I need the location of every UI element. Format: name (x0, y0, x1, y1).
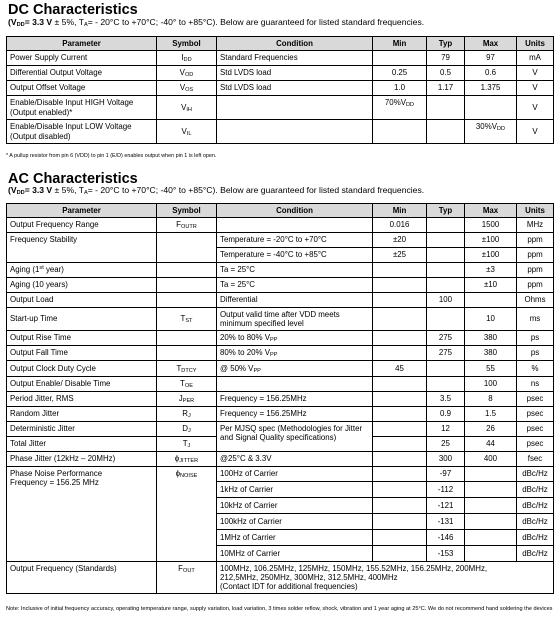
ac-header-row (7, 204, 554, 218)
min-cell (373, 331, 427, 346)
condition-cell (217, 218, 373, 233)
table-row (7, 452, 554, 467)
typ-cell: 12 (427, 422, 465, 437)
ac-test-conditions: ($V_{DD}= 3.3$ V ± 5%, $T_A= - 20^\circ C$ to +70°C; -40° to +85°C). Below are guaranteed for listed standard frequencies. (8, 185, 425, 196)
condition-cell: Per MJSQ spec (Methodologies for Jitter and Signal Quality specifications) (217, 422, 373, 452)
col-header-typ: Typ (427, 37, 465, 51)
condition-cell: 1kHz of Carrier (217, 482, 373, 498)
max-cell: 380 (465, 346, 517, 361)
col-header-parameter: Parameter (7, 37, 157, 51)
min-cell (373, 308, 427, 331)
units-cell: ppm (517, 233, 554, 248)
min-cell (373, 407, 427, 422)
max-cell: 100 (465, 377, 517, 392)
max-cell (465, 530, 517, 546)
min-cell (373, 546, 427, 562)
min-cell (373, 263, 427, 278)
condition-cell: Frequency = 156.25MHz (217, 407, 373, 422)
min-cell (373, 482, 427, 498)
min-cell (373, 467, 427, 482)
max-cell: 8 (465, 392, 517, 407)
typ-cell (427, 218, 465, 233)
condition-cell: Output valid time after VDD meets minimum specified level (217, 308, 373, 331)
dc-footnote: * A pullup resistor from pin 6 (VDD) to pin 1 (E/D) enables output when pin 1 is left open. (6, 153, 217, 159)
typ-cell (427, 233, 465, 248)
symbol-cell: $\phi_{JITTER}$ (157, 452, 217, 467)
param-cell: Power Supply Current (7, 51, 157, 66)
col-header-parameter: Parameter (7, 204, 157, 218)
param-cell: Output Offset Voltage (7, 81, 157, 96)
dc-test-conditions: ($V_{DD}= 3.3$ V ± 5%, $T_A= - 20^\circ C$ to +70°C; -40° to +85°C). Below are guaranteed for listed standard frequencies. (8, 17, 425, 28)
col-header-typ: Typ (427, 204, 465, 218)
ac-section-title: AC Characteristics (8, 171, 138, 187)
units-cell: psec (517, 392, 554, 407)
max-cell: 1.5 (465, 407, 517, 422)
typ-cell: -112 (427, 482, 465, 498)
min-cell: 0.016 (373, 218, 427, 233)
max-cell (465, 498, 517, 514)
condition-cell: @ 50% $V_{PP}$ (217, 361, 373, 377)
units-cell: V (517, 66, 554, 81)
units-cell: ppm (517, 278, 554, 293)
typ-cell: 79 (427, 51, 465, 66)
min-cell: 1.0 (373, 81, 427, 96)
symbol-cell: $T_{OE}$ (157, 377, 217, 392)
col-header-min: Min (373, 37, 427, 51)
condition-cell (217, 377, 373, 392)
min-cell (373, 437, 427, 452)
max-cell: 55 (465, 361, 517, 377)
max-cell (465, 514, 517, 530)
max-cell: ±10 (465, 278, 517, 293)
symbol-cell (157, 263, 217, 278)
symbol-cell: $F_{OUTR}$ (157, 218, 217, 233)
col-header-units: Units (517, 204, 554, 218)
table-row (7, 346, 554, 361)
table-row (7, 218, 554, 233)
table-row (7, 308, 554, 331)
units-cell: dBc/Hz (517, 546, 554, 562)
col-header-symbol: Symbol (157, 204, 217, 218)
param-cell: Start-up Time (7, 308, 157, 331)
min-cell: ±25 (373, 248, 427, 263)
condition-cell: Standard Frequencies (217, 51, 373, 66)
table-row (7, 392, 554, 407)
table-row (7, 66, 554, 81)
min-cell: 0.25 (373, 66, 427, 81)
table-row (7, 293, 554, 308)
table-row (7, 361, 554, 377)
table-row (7, 562, 554, 594)
typ-cell (427, 377, 465, 392)
units-cell: ps (517, 331, 554, 346)
typ-cell: 275 (427, 346, 465, 361)
condition-cell: Temperature = -40°C to +85°C (217, 248, 373, 263)
units-cell: dBc/Hz (517, 482, 554, 498)
condition-cell: @25°C & 3.3V (217, 452, 373, 467)
symbol-cell (157, 278, 217, 293)
typ-cell: 0.5 (427, 66, 465, 81)
typ-cell: -153 (427, 546, 465, 562)
symbol-cell: $T_J$ (157, 437, 217, 452)
min-cell (373, 530, 427, 546)
units-cell: MHz (517, 218, 554, 233)
min-cell (373, 51, 427, 66)
param-cell: Output Load (7, 293, 157, 308)
condition-cell: Temperature = -20°C to +70°C (217, 233, 373, 248)
max-cell: 44 (465, 437, 517, 452)
units-cell: mA (517, 51, 554, 66)
units-cell: V (517, 96, 554, 120)
typ-cell: 275 (427, 331, 465, 346)
min-cell: 45 (373, 361, 427, 377)
col-header-symbol: Symbol (157, 37, 217, 51)
typ-cell: -146 (427, 530, 465, 546)
param-cell: Output Fall Time (7, 346, 157, 361)
param-cell: Frequency Stability (7, 233, 157, 263)
condition-cell: Frequency = 156.25MHz (217, 392, 373, 407)
symbol-cell: $V_{OD}$ (157, 66, 217, 81)
dc-characteristics-table (0, 36, 554, 144)
units-cell: dBc/Hz (517, 498, 554, 514)
max-cell: 10 (465, 308, 517, 331)
max-cell: ±100 (465, 248, 517, 263)
max-cell: $30\%V_{DD}$ (465, 120, 517, 144)
condition-cell (217, 96, 373, 120)
param-cell: Aging (10 years) (7, 278, 157, 293)
symbol-cell: $I_{DD}$ (157, 51, 217, 66)
param-cell: Differential Output Voltage (7, 66, 157, 81)
table-row (7, 263, 554, 278)
condition-cell: 100kHz of Carrier (217, 514, 373, 530)
typ-cell: 1.17 (427, 81, 465, 96)
max-cell: 0.6 (465, 66, 517, 81)
param-cell: Deterministic Jitter (7, 422, 157, 437)
symbol-cell: $R_J$ (157, 407, 217, 422)
min-cell (373, 392, 427, 407)
units-cell: ppm (517, 263, 554, 278)
typ-cell: 100 (427, 293, 465, 308)
min-cell: ±20 (373, 233, 427, 248)
symbol-cell (157, 346, 217, 361)
ac-characteristics-table (0, 203, 554, 594)
condition-cell: Std LVDS load (217, 81, 373, 96)
table-row (7, 422, 554, 437)
units-cell: ps (517, 346, 554, 361)
units-cell: ms (517, 308, 554, 331)
min-cell (373, 422, 427, 437)
param-cell: Aging (1st year) (7, 263, 157, 278)
condition-cell: Std LVDS load (217, 66, 373, 81)
min-cell (373, 514, 427, 530)
condition-cell: 10kHz of Carrier (217, 498, 373, 514)
units-cell: % (517, 361, 554, 377)
symbol-cell: $F_{OUT}$ (157, 562, 217, 594)
col-header-min: Min (373, 204, 427, 218)
max-cell: 1.375 (465, 81, 517, 96)
param-cell: Random Jitter (7, 407, 157, 422)
units-cell: Ohms (517, 293, 554, 308)
param-cell: Phase Noise Performance Frequency = 156.25 MHz (7, 467, 157, 562)
table-row (7, 51, 554, 66)
min-cell (373, 346, 427, 361)
symbol-cell: $\phi_{NOISE}$ (157, 467, 217, 562)
max-cell (465, 293, 517, 308)
table-row (7, 81, 554, 96)
max-cell (465, 546, 517, 562)
units-cell: fsec (517, 452, 554, 467)
symbol-cell (157, 293, 217, 308)
typ-cell: 25 (427, 437, 465, 452)
table-row (7, 331, 554, 346)
max-cell: 97 (465, 51, 517, 66)
typ-cell (427, 361, 465, 377)
param-cell: Total Jitter (7, 437, 157, 452)
typ-cell (427, 308, 465, 331)
typ-cell: 0.9 (427, 407, 465, 422)
typ-cell (427, 96, 465, 120)
min-cell (373, 377, 427, 392)
units-cell: dBc/Hz (517, 514, 554, 530)
param-cell: Output Frequency Range (7, 218, 157, 233)
condition-cell: Ta = 25°C (217, 263, 373, 278)
param-cell: Output Clock Duty Cycle (7, 361, 157, 377)
symbol-cell: $J_{PER}$ (157, 392, 217, 407)
units-cell: ns (517, 377, 554, 392)
min-cell (373, 278, 427, 293)
param-cell: Enable/Disable Input LOW Voltage (Output disabled) (7, 120, 157, 144)
table-row (7, 467, 554, 482)
min-cell (373, 120, 427, 144)
col-header-max: Max (465, 37, 517, 51)
standard-frequencies-cell: 100MHz, 106.25MHz, 125MHz, 150MHz, 155.52MHz, 156.25MHz, 200MHz, 212,5MHz, 250MHz, 300MHz, 312.5MHz, 400MHz (Contact IDT for additional frequencies) (217, 562, 554, 594)
max-cell: ±100 (465, 233, 517, 248)
condition-cell: 1MHz of Carrier (217, 530, 373, 546)
symbol-cell: $V_{IH}$ (157, 96, 217, 120)
table-row (7, 377, 554, 392)
units-cell: dBc/Hz (517, 530, 554, 546)
symbol-cell: $V_{OS}$ (157, 81, 217, 96)
typ-cell: -131 (427, 514, 465, 530)
condition-cell: 10MHz of Carrier (217, 546, 373, 562)
typ-cell: 300 (427, 452, 465, 467)
dc-section-title: DC Characteristics (8, 2, 138, 18)
typ-cell (427, 278, 465, 293)
min-cell (373, 452, 427, 467)
table-row (7, 120, 554, 144)
symbol-cell: $T_{ST}$ (157, 308, 217, 331)
units-cell: V (517, 120, 554, 144)
param-cell: Output Enable/ Disable Time (7, 377, 157, 392)
min-cell (373, 293, 427, 308)
condition-cell: Ta = 25°C (217, 278, 373, 293)
symbol-cell: $V_{IL}$ (157, 120, 217, 144)
symbol-cell (157, 233, 217, 263)
condition-cell: 100Hz of Carrier (217, 467, 373, 482)
symbol-cell: $T_{DTCY}$ (157, 361, 217, 377)
col-header-max: Max (465, 204, 517, 218)
condition-cell: Differential (217, 293, 373, 308)
typ-cell (427, 248, 465, 263)
typ-cell: -121 (427, 498, 465, 514)
units-cell: ppm (517, 248, 554, 263)
symbol-cell: $D_J$ (157, 422, 217, 437)
typ-cell (427, 263, 465, 278)
units-cell: dBc/Hz (517, 467, 554, 482)
dc-header-row (7, 37, 554, 51)
units-cell: psec (517, 407, 554, 422)
param-cell: Output Rise Time (7, 331, 157, 346)
param-cell: Output Frequency (Standards) (7, 562, 157, 594)
units-cell: psec (517, 422, 554, 437)
min-cell: $70\%V_{DD}$ (373, 96, 427, 120)
param-cell: Period Jitter, RMS (7, 392, 157, 407)
param-cell: Phase Jitter (12kHz – 20MHz) (7, 452, 157, 467)
max-cell: 26 (465, 422, 517, 437)
col-header-condition: Condition (217, 37, 373, 51)
condition-cell: 20% to 80% $V_{PP}$ (217, 331, 373, 346)
max-cell: 1500 (465, 218, 517, 233)
col-header-units: Units (517, 37, 554, 51)
max-cell (465, 482, 517, 498)
max-cell (465, 467, 517, 482)
col-header-condition: Condition (217, 204, 373, 218)
min-cell (373, 498, 427, 514)
table-row (7, 278, 554, 293)
symbol-cell (157, 331, 217, 346)
table-row (7, 96, 554, 120)
max-cell (465, 96, 517, 120)
condition-cell (217, 120, 373, 144)
units-cell: psec (517, 437, 554, 452)
typ-cell: -97 (427, 467, 465, 482)
table-row (7, 407, 554, 422)
typ-cell: 3.5 (427, 392, 465, 407)
param-cell: Enable/Disable Input HIGH Voltage (Output enabled)* (7, 96, 157, 120)
typ-cell (427, 120, 465, 144)
max-cell: ±3 (465, 263, 517, 278)
max-cell: 400 (465, 452, 517, 467)
ac-note: Note: Inclusive of initial frequency accuracy, operating temperature range, supply variation, load variation, 3 times solder reflow, shock, vibration and 1 year aging at 25°C. We do not recommend hand soldering the devices (6, 606, 553, 612)
units-cell: V (517, 81, 554, 96)
max-cell: 380 (465, 331, 517, 346)
table-row (7, 233, 554, 248)
condition-cell: 80% to 20% $V_{PP}$ (217, 346, 373, 361)
